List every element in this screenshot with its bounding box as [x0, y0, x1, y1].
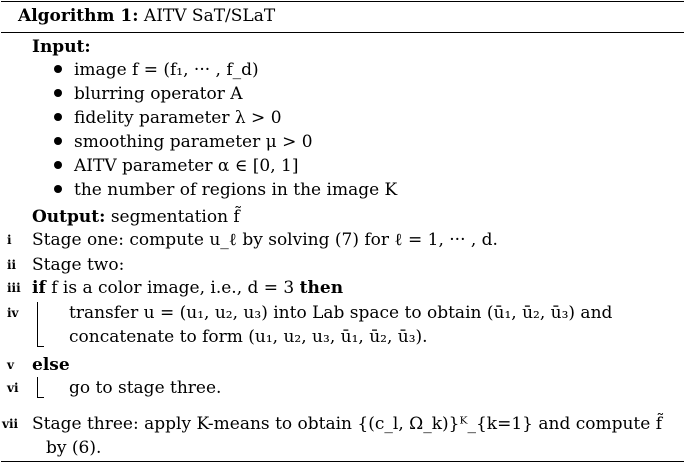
input-item: the number of regions in the image K — [54, 180, 397, 200]
bullet-icon — [54, 137, 62, 145]
step-line: Stage three: apply K-means to obtain {(c_l, Ω_k)}ᴷ_{k=1} and compute f̃ — [32, 414, 663, 434]
if-condition: f is a color image, i.e., d = 3 — [51, 278, 295, 298]
step-line: concatenate to form (u₁, u₂, u₃, ū₁, ū₂, ū₃). — [69, 327, 428, 347]
input-item: blurring operator A — [54, 84, 243, 104]
bullet-icon — [54, 89, 62, 97]
line-number: iii — [7, 281, 21, 295]
input-item: image f = (f₁, ··· , f_d) — [54, 60, 259, 80]
if-line — [32, 278, 343, 298]
step-line: Stage one: compute u_ℓ by solving (7) for ℓ = 1, ··· , d. — [32, 230, 498, 250]
line-number: ii — [7, 258, 17, 272]
block-bar — [37, 377, 44, 398]
caption-title: AITV SaT/SLaT — [143, 6, 276, 26]
bottom-rule — [1, 461, 684, 462]
line-number: i — [7, 233, 12, 247]
bullet-icon — [54, 65, 62, 73]
step-line: go to stage three. — [69, 378, 222, 398]
keyword-if: if — [32, 278, 46, 298]
keyword-then: then — [299, 278, 344, 298]
algorithm-caption — [18, 6, 275, 26]
bullet-icon — [54, 113, 62, 121]
input-item: AITV parameter α ∈ [0, 1] — [54, 156, 298, 176]
step-line: Stage two: — [32, 255, 125, 275]
line-number: v — [7, 358, 14, 372]
input-item: fidelity parameter λ > 0 — [54, 108, 282, 128]
keyword-else: else — [32, 355, 70, 375]
output-label: Output: — [32, 207, 106, 227]
bullet-icon — [54, 161, 62, 169]
input-label: Input: — [32, 37, 91, 57]
caption-label: Algorithm 1: — [18, 6, 139, 26]
line-number: vii — [2, 417, 19, 431]
algorithm-box — [1, 0, 684, 463]
caption-rule — [1, 32, 684, 33]
input-item: smoothing parameter μ > 0 — [54, 132, 313, 152]
line-number: iv — [7, 306, 19, 320]
line-number: vi — [7, 381, 19, 395]
step-line: transfer u = (u₁, u₂, u₃) into Lab space to obtain (ū₁, ū₂, ū₃) and — [69, 303, 613, 323]
block-bar — [37, 302, 44, 347]
output-line — [32, 207, 240, 227]
step-line: by (6). — [46, 438, 102, 458]
bullet-icon — [54, 185, 62, 193]
top-rule — [1, 1, 684, 2]
output-text: segmentation f̃ — [110, 207, 240, 227]
